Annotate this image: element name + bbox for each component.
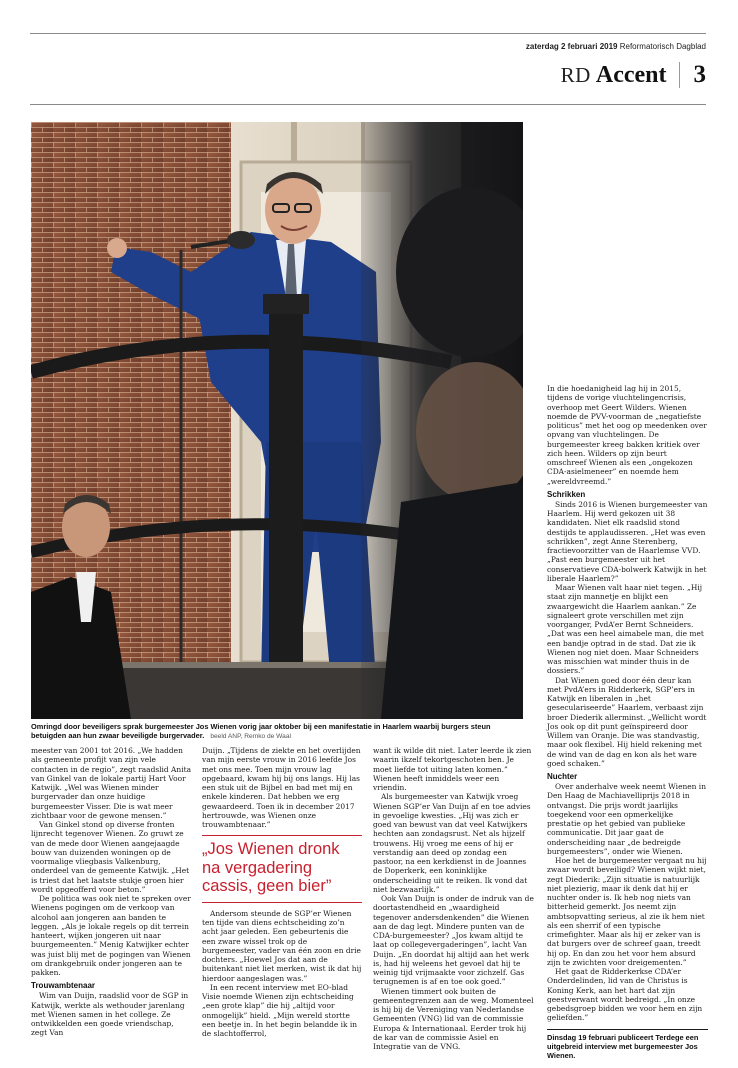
newspaper-name: Reformatorisch Dagblad [619,42,706,51]
paragraph: Wim van Duijn, raadslid voor de SGP in Katwijk, werkte als wethouder jarenlang met Wienen samen in het college. Ze ontwikkelden een goede vriendschap, zegt Van [31,991,189,1038]
article-photo [31,122,523,719]
caption-text: Omringd door beveiligers sprak burgemeester Jos Wienen vorig jaar oktober bij een manifestatie in Haarlem waarbij burgers steun betuigden aan hun zwaar beveiligde burgervader. [31,722,491,741]
paragraph: In die hoedanigheid lag hij in 2015, tijdens de vorige vluchtelingencrisis, overhoop met Geert Wilders. Wienen noemde de PVV-voorman de „negatiefste politicus” met het oog op meedenken over opvang van vluchtelingen. De burgemeester kreeg bakken kritiek over zich heen. Wilders op zijn beurt omschreef Wienen als een „ongekozen CDA-asielmeneer” en noemde hem „wereldvreemd.” [547,384,707,486]
masthead-divider [679,62,680,88]
paragraph: meester van 2001 tot 2016. „We hadden als gemeente profijt van zijn vele contacten in de regio”, zegt raadslid Anita van Ginkel van de lokale partij Hart Voor Katwijk. „Wel was Wienen minder burgervader dan onze huidige burgemeester Visser. Die is wat meer zichtbaar voor de gewone mensen.” [31,746,192,820]
issue-date: zaterdag 2 februari 2019 [525,42,618,51]
article-column-4 [547,384,708,1060]
paragraph: Ook Van Duijn is onder de indruk van de doortastendheid en „waardigheid tegenover andersdenkenden” die Wienen aan de dag legt. Mindere punten van de CDA-burgemeester? „Jos kwam altijd te laat op collegevergaderingen”, lacht Van Duijn. „En doordat hij altijd aan het werk is, had hij weleens het gevoel dat hij te weinig tijd vrijmaakte voor zichzelf. Gas terugnemen is af en toe ook goed.” [373,894,534,987]
paragraph: Als burgemeester van Katwijk vroeg Wienen SGP’er Van Duijn af en toe advies in gevoelige kwesties. „Hij was zich er goed van bewust van dat veel Katwijkers hechten aan zondagsrust. Net als hijzelf trouwens. Hij vroeg me eens of hij er verstandig aan deed op zondag een pastoor, na een kerkdienst in de Joannes de Doperkerk, een koninklijke onderscheiding uit te reiken. Ik vond dat niet bezwaarlijk.” [373,792,531,894]
subheading-trouwambtenaar: Trouwambtenaar [31,981,96,991]
paragraph: want ik wilde dit niet. Later leerde ik zien waarin ikzelf tekortgeschoten ben. Je moet liefde tot uiting laten komen.” Wienen heeft inmiddels weer een vriendin. [373,746,532,792]
paragraph: Maar Wienen valt haar niet tegen. „Hij staat zijn mannetje en blijkt een zwaargewicht die Haarlem aankan.” Ze signaleert grote verschillen met zijn voorganger, PvdA’er Bernt Schneiders. „Dat was een heel aimabele man, die met een bandje optrad in de stad. Dat zie ik Wienen nog niet doen. Maar Schneiders was misschien wat minder thuis in de dossiers.” [547,583,704,676]
paragraph: Wienen timmert ook buiten de gemeentegrenzen aan de weg. Momenteel is hij bij de Vereniging van Nederlandse Gemeenten (VNG) lid van de commissie Europa & Internationaal. Eerder trok hij de kar van de commissie Asiel en Integratie van de VNG. [373,986,534,1051]
article-column-3 [373,746,535,1051]
photo-illustration [31,122,523,719]
paragraph: Van Ginkel stond op diverse fronten lijnrecht tegenover Wienen. Zo gruwt ze van de mede door Wienen aangejaagde bouw van duizenden woningen op de voormalige vliegbasis Valkenburg, onderdeel van de gemeente Katwijk. „Het is triest dat het laatste stukje groen hier wordt opgeofferd voor beton.” [31,820,190,894]
paragraph: Duijn. „Tijdens de ziekte en het overlijden van mijn eerste vrouw in 2016 leefde Jos met ons mee. Toen mijn vrouw lag opgebaard, kwam hij bij ons langs. Hij las een stuk uit de Bijbel en bad met mij en enkele kinderen. Dat hebben we erg gewaardeerd. Toen ik in december 2017 hertrouwde, was Wienen onze trouwambtenaar.” [202,746,361,829]
article-column-2 [202,746,362,1038]
end-note: Dinsdag 19 februari publiceert Terdege een uitgebreid interview met burgemeester Jos Wienen. [547,1029,708,1061]
pull-quote-text: „Jos Wienen dronk na vergadering cassis, geen bier” [202,840,340,896]
pull-quote [202,835,362,902]
paragraph: Het gaat de Ridderkerkse CDA’er Onderdelinden, lid van de Christus is Koning Kerk, aan het hart dat zijn geestverwant wordt bedreigd. „In onze gebedsgroep bidden we voor hem en zijn geliefden.” [547,967,703,1023]
photo-credit: beeld ANP, Remko de Waal [210,733,291,741]
dateline [526,42,706,51]
header-bottom-rule [30,104,706,105]
section-prefix: RD [560,62,591,87]
paragraph: De politica was ook niet te spreken over Wienens pogingen om de verkoop van alcohol aan jongeren aan banden te leggen. „Als je lokale regels op dit terrein hanteert, wijken jongeren uit naar buurgemeenten.” Menig Katwijker echter was juist blij met de pogingen van Wienen om drankgebruik onder jongeren aan te pakken. [31,894,191,977]
paragraph: Sinds 2016 is Wienen burgemeester van Haarlem. Hij werd gekozen uit 38 kandidaten. Niet elk raadslid stond destijds te applaudisseren. „Het was even schrikken”, zegt Anne Sterenberg, fractievoorzitter van de Haarlemse VVD. „Past een burgemeester uit het conservatieve CDA-bolwerk Katwijk in het liberale Haarlem?” [547,499,708,583]
photo-caption [31,722,523,742]
paragraph: In een recent interview met EO-blad Visie noemde Wienen zijn echtscheiding „een grote klap” die hij „altijd voor onmogelijk” hield. „Mijn wereld stortte een beetje in. In het begin belandde ik in de slachtofferrol, [202,982,358,1038]
paragraph: Over anderhalve week neemt Wienen in Den Haag de Machiavelliprijs 2018 in ontvangst. Die prijs wordt jaarlijks toegekend voor een opmerkelijke prestatie op het gebied van publieke communicatie. Dit jaar gaat de onderscheiding naar „de bedreigde burgemeesters”, onder wie Wienen. [547,782,706,856]
subheading-nuchter: Nuchter [547,772,578,781]
article-column-1 [31,746,191,1038]
paragraph: Dat Wienen goed door één deur kan met PvdA’ers in Ridderkerk, SGP’ers in Katwijk en liberalen in „het geseculariseerde” Haarlem, verbaast zijn broer Diederik allerminst. „Wellicht wordt Jos ook op dit punt geïnspireerd door Willem van Oranje. Die was standvastig, maar ook flexibel. Hij hield rekening met de wind van de dag en kon als het ware goed schaken.” [547,675,707,768]
paragraph: Hoe het de burgemeester vergaat nu hij zwaar wordt beveiligd? Wienen wijkt niet, zegt Diederik: „Zijn situatie is natuurlijk niet plezierig, maar ik denk dat hij er nuchter onder is. Ik heb nog niets van bitterheid gemerkt. Jos neemt zijn ambtsopvatting serieus, al zie ik hem niet als een sherrif of een typische crimefighter. Maar als hij er zeker van is dat burgers over de schreef gaan, treedt hij op. En dan zou het voor hem absurd zijn te zwichten voor dreigementen.” [547,856,707,967]
section-name: Accent [595,61,667,88]
top-rule [30,33,706,34]
pull-quote-rule [202,902,362,903]
paragraph: Andersom steunde de SGP’er Wienen ten tijde van diens echtscheiding zo’n acht jaar geleden. Een gebeurtenis die een zware wissel trok op de burgemeester, vader van één zoon en drie dochters. „Hoewel Jos dat aan de buitenkant niet liet merken, wist ik dat hij hierdoor aangeslagen was.” [202,908,362,983]
section-masthead [561,58,706,92]
page-number: 3 [693,61,706,88]
subheading-schrikken: Schrikken [547,489,586,499]
